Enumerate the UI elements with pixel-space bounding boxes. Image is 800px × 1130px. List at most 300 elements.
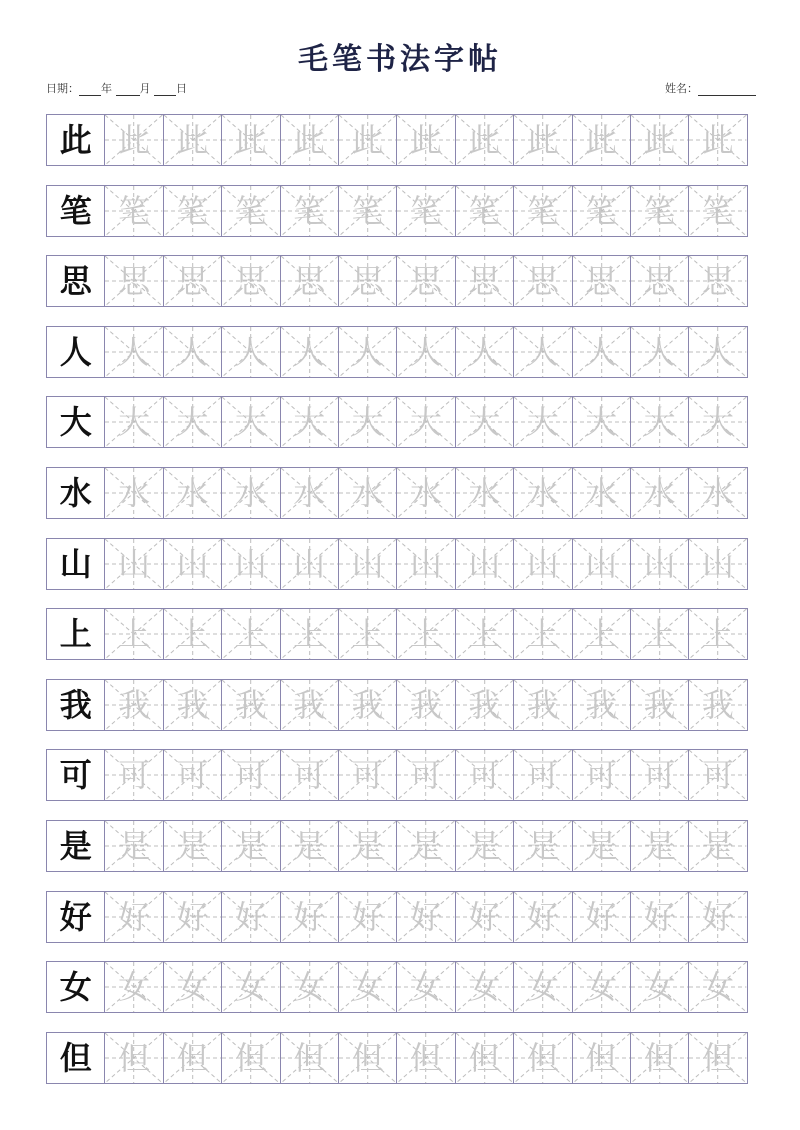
trace-char: 思 bbox=[526, 262, 559, 301]
trace-char: 但 bbox=[526, 1038, 559, 1077]
trace-cell[interactable] bbox=[280, 679, 339, 731]
trace-char: 笔 bbox=[293, 191, 326, 230]
trace-char: 我 bbox=[234, 685, 267, 724]
trace-char: 是 bbox=[701, 826, 734, 865]
year-blank[interactable] bbox=[79, 84, 101, 96]
trace-cell[interactable] bbox=[572, 608, 631, 660]
trace-char: 女 bbox=[410, 968, 443, 1007]
month-label: 月 bbox=[139, 82, 151, 95]
trace-cell[interactable] bbox=[572, 891, 631, 943]
trace-cell[interactable] bbox=[630, 679, 689, 731]
trace-cell[interactable] bbox=[688, 538, 747, 590]
trace-char: 女 bbox=[293, 968, 326, 1007]
trace-cell[interactable] bbox=[630, 538, 689, 590]
trace-char: 但 bbox=[701, 1038, 734, 1077]
trace-cell[interactable] bbox=[163, 820, 222, 872]
trace-char: 可 bbox=[293, 756, 326, 795]
trace-char: 思 bbox=[176, 262, 209, 301]
trace-cell[interactable] bbox=[104, 255, 163, 307]
model-char: 我 bbox=[59, 685, 92, 724]
trace-cell[interactable] bbox=[572, 820, 631, 872]
trace-cell[interactable] bbox=[455, 961, 514, 1013]
year-label: 年 bbox=[101, 82, 112, 95]
trace-char: 上 bbox=[293, 615, 326, 654]
trace-cell[interactable] bbox=[396, 185, 455, 237]
trace-cell[interactable] bbox=[455, 396, 514, 448]
trace-char: 可 bbox=[585, 756, 618, 795]
trace-cell[interactable] bbox=[163, 1032, 222, 1084]
trace-char: 可 bbox=[526, 756, 559, 795]
trace-char: 可 bbox=[351, 756, 384, 795]
trace-char: 大 bbox=[176, 403, 209, 442]
trace-cell[interactable] bbox=[513, 820, 572, 872]
trace-cell[interactable] bbox=[572, 185, 631, 237]
trace-char: 但 bbox=[643, 1038, 676, 1077]
trace-cell[interactable] bbox=[280, 326, 339, 378]
trace-cell[interactable] bbox=[221, 961, 280, 1013]
practice-row bbox=[46, 255, 759, 307]
trace-cell[interactable] bbox=[221, 255, 280, 307]
trace-char: 女 bbox=[643, 968, 676, 1007]
trace-cell[interactable] bbox=[513, 538, 572, 590]
trace-cell[interactable] bbox=[396, 114, 455, 166]
practice-row bbox=[46, 396, 759, 448]
trace-cell[interactable] bbox=[455, 608, 514, 660]
trace-cell[interactable] bbox=[221, 396, 280, 448]
trace-cell[interactable] bbox=[572, 1032, 631, 1084]
trace-cell[interactable] bbox=[104, 538, 163, 590]
trace-cell[interactable] bbox=[104, 185, 163, 237]
trace-cell[interactable] bbox=[688, 608, 747, 660]
trace-char: 此 bbox=[585, 121, 618, 159]
trace-cell[interactable] bbox=[280, 1032, 339, 1084]
trace-cell[interactable] bbox=[688, 396, 747, 448]
trace-char: 山 bbox=[701, 544, 734, 583]
trace-cell[interactable] bbox=[396, 326, 455, 378]
trace-cell[interactable] bbox=[163, 326, 222, 378]
trace-cell[interactable] bbox=[396, 255, 455, 307]
trace-char: 此 bbox=[410, 121, 443, 159]
trace-cell[interactable] bbox=[338, 114, 397, 166]
trace-cell[interactable] bbox=[572, 255, 631, 307]
trace-cell[interactable] bbox=[396, 961, 455, 1013]
trace-cell[interactable] bbox=[163, 961, 222, 1013]
trace-char: 水 bbox=[351, 473, 384, 512]
trace-char: 是 bbox=[176, 826, 209, 865]
trace-cell[interactable] bbox=[396, 820, 455, 872]
trace-cell[interactable] bbox=[688, 185, 747, 237]
trace-cell[interactable] bbox=[630, 467, 689, 519]
trace-cell[interactable] bbox=[280, 467, 339, 519]
trace-cell[interactable] bbox=[455, 467, 514, 519]
practice-row bbox=[46, 467, 759, 519]
trace-char: 大 bbox=[643, 403, 676, 442]
trace-cell[interactable] bbox=[688, 467, 747, 519]
trace-char: 此 bbox=[176, 121, 209, 159]
trace-cell[interactable] bbox=[104, 749, 163, 801]
model-char: 大 bbox=[59, 403, 92, 442]
trace-cell[interactable] bbox=[572, 961, 631, 1013]
trace-cell[interactable] bbox=[221, 749, 280, 801]
trace-cell[interactable] bbox=[455, 538, 514, 590]
trace-cell[interactable] bbox=[396, 608, 455, 660]
trace-cell[interactable] bbox=[396, 1032, 455, 1084]
trace-cell[interactable] bbox=[104, 467, 163, 519]
trace-char: 大 bbox=[585, 403, 618, 442]
trace-char: 但 bbox=[234, 1038, 267, 1077]
trace-cell[interactable] bbox=[630, 891, 689, 943]
trace-cell[interactable] bbox=[280, 538, 339, 590]
trace-cell[interactable] bbox=[221, 538, 280, 590]
trace-cell[interactable] bbox=[572, 114, 631, 166]
trace-cell[interactable] bbox=[163, 255, 222, 307]
trace-char: 女 bbox=[351, 968, 384, 1007]
trace-cell[interactable] bbox=[513, 1032, 572, 1084]
trace-char: 此 bbox=[351, 121, 384, 159]
trace-cell[interactable] bbox=[513, 891, 572, 943]
trace-char: 可 bbox=[643, 756, 676, 795]
trace-char: 女 bbox=[701, 968, 734, 1007]
trace-cell[interactable] bbox=[163, 185, 222, 237]
trace-char: 是 bbox=[234, 826, 267, 865]
trace-cell[interactable] bbox=[572, 538, 631, 590]
trace-cell[interactable] bbox=[455, 185, 514, 237]
trace-char: 人 bbox=[410, 332, 443, 371]
trace-char: 人 bbox=[118, 332, 151, 371]
trace-char: 上 bbox=[701, 615, 734, 654]
trace-char: 是 bbox=[351, 826, 384, 865]
trace-cell[interactable] bbox=[396, 467, 455, 519]
trace-char: 水 bbox=[701, 473, 734, 512]
trace-char: 好 bbox=[701, 897, 734, 936]
practice-grid bbox=[46, 114, 759, 1102]
page-title: 毛笔书法字帖 bbox=[298, 42, 502, 77]
trace-char: 大 bbox=[351, 403, 384, 442]
trace-cell[interactable] bbox=[163, 749, 222, 801]
trace-cell[interactable] bbox=[396, 679, 455, 731]
trace-cell[interactable] bbox=[338, 679, 397, 731]
trace-char: 上 bbox=[176, 615, 209, 654]
trace-cell[interactable] bbox=[630, 961, 689, 1013]
month-blank[interactable] bbox=[116, 84, 140, 96]
trace-char: 人 bbox=[351, 332, 384, 371]
trace-cell[interactable] bbox=[104, 891, 163, 943]
trace-cell[interactable] bbox=[221, 891, 280, 943]
trace-cell[interactable] bbox=[630, 749, 689, 801]
trace-cell[interactable] bbox=[513, 114, 572, 166]
trace-cell[interactable] bbox=[338, 749, 397, 801]
name-label: 姓名： bbox=[665, 82, 698, 95]
trace-char: 思 bbox=[468, 262, 501, 301]
model-char: 可 bbox=[59, 756, 92, 795]
trace-cell[interactable] bbox=[104, 679, 163, 731]
model-char-cell bbox=[46, 326, 105, 378]
trace-cell[interactable] bbox=[104, 820, 163, 872]
trace-char: 水 bbox=[526, 473, 559, 512]
trace-char: 此 bbox=[118, 121, 151, 159]
practice-row bbox=[46, 185, 759, 237]
model-char: 山 bbox=[59, 544, 92, 583]
trace-char: 山 bbox=[234, 544, 267, 583]
trace-char: 我 bbox=[643, 685, 676, 724]
trace-cell[interactable] bbox=[688, 255, 747, 307]
trace-cell[interactable] bbox=[338, 326, 397, 378]
model-char-cell bbox=[46, 467, 105, 519]
trace-char: 大 bbox=[293, 403, 326, 442]
trace-char: 笔 bbox=[643, 191, 676, 230]
trace-char: 但 bbox=[468, 1038, 501, 1077]
trace-char: 思 bbox=[293, 262, 326, 301]
model-char: 思 bbox=[59, 262, 92, 301]
trace-cell[interactable] bbox=[280, 891, 339, 943]
trace-cell[interactable] bbox=[221, 608, 280, 660]
trace-cell[interactable] bbox=[630, 820, 689, 872]
trace-cell[interactable] bbox=[630, 326, 689, 378]
trace-cell[interactable] bbox=[163, 608, 222, 660]
trace-char: 人 bbox=[234, 332, 267, 371]
trace-cell[interactable] bbox=[280, 396, 339, 448]
practice-row bbox=[46, 608, 759, 660]
trace-cell[interactable] bbox=[221, 679, 280, 731]
trace-cell[interactable] bbox=[455, 749, 514, 801]
trace-cell[interactable] bbox=[221, 185, 280, 237]
trace-cell[interactable] bbox=[221, 326, 280, 378]
trace-cell[interactable] bbox=[338, 538, 397, 590]
model-char-cell bbox=[46, 608, 105, 660]
trace-cell[interactable] bbox=[513, 396, 572, 448]
trace-char: 我 bbox=[118, 685, 151, 724]
trace-cell[interactable] bbox=[572, 467, 631, 519]
trace-char: 山 bbox=[176, 544, 209, 583]
model-char: 女 bbox=[59, 968, 92, 1007]
trace-cell[interactable] bbox=[572, 396, 631, 448]
trace-char: 水 bbox=[410, 473, 443, 512]
trace-char: 大 bbox=[410, 403, 443, 442]
trace-char: 好 bbox=[526, 897, 559, 936]
trace-cell[interactable] bbox=[688, 114, 747, 166]
trace-cell[interactable] bbox=[572, 749, 631, 801]
trace-cell[interactable] bbox=[688, 1032, 747, 1084]
trace-cell[interactable] bbox=[163, 396, 222, 448]
trace-char: 上 bbox=[643, 615, 676, 654]
trace-cell[interactable] bbox=[104, 608, 163, 660]
trace-char: 大 bbox=[526, 403, 559, 442]
trace-cell[interactable] bbox=[630, 396, 689, 448]
trace-char: 女 bbox=[526, 968, 559, 1007]
model-char: 是 bbox=[59, 826, 92, 865]
trace-cell[interactable] bbox=[630, 608, 689, 660]
trace-cell[interactable] bbox=[455, 114, 514, 166]
trace-char: 思 bbox=[585, 262, 618, 301]
model-char-cell bbox=[46, 820, 105, 872]
name-field bbox=[665, 80, 756, 96]
trace-cell[interactable] bbox=[338, 820, 397, 872]
trace-cell[interactable] bbox=[396, 538, 455, 590]
model-char-cell bbox=[46, 114, 105, 166]
trace-cell[interactable] bbox=[104, 114, 163, 166]
trace-cell[interactable] bbox=[513, 326, 572, 378]
trace-char: 人 bbox=[176, 332, 209, 371]
trace-cell[interactable] bbox=[396, 749, 455, 801]
trace-cell[interactable] bbox=[338, 185, 397, 237]
trace-char: 是 bbox=[585, 826, 618, 865]
trace-cell[interactable] bbox=[221, 820, 280, 872]
trace-cell[interactable] bbox=[396, 396, 455, 448]
trace-char: 思 bbox=[351, 262, 384, 301]
trace-cell[interactable] bbox=[513, 961, 572, 1013]
trace-char: 大 bbox=[701, 403, 734, 442]
trace-char: 思 bbox=[701, 262, 734, 301]
model-char-cell bbox=[46, 891, 105, 943]
trace-cell[interactable] bbox=[280, 749, 339, 801]
trace-char: 山 bbox=[293, 544, 326, 583]
trace-char: 是 bbox=[643, 826, 676, 865]
model-char: 人 bbox=[59, 332, 92, 371]
trace-char: 我 bbox=[526, 685, 559, 724]
trace-cell[interactable] bbox=[104, 396, 163, 448]
trace-cell[interactable] bbox=[688, 679, 747, 731]
trace-cell[interactable] bbox=[221, 467, 280, 519]
trace-cell[interactable] bbox=[513, 679, 572, 731]
trace-char: 可 bbox=[176, 756, 209, 795]
trace-char: 我 bbox=[468, 685, 501, 724]
trace-cell[interactable] bbox=[455, 255, 514, 307]
trace-char: 好 bbox=[234, 897, 267, 936]
model-char: 水 bbox=[59, 473, 92, 512]
trace-char: 上 bbox=[526, 615, 559, 654]
trace-char: 上 bbox=[351, 615, 384, 654]
day-blank[interactable] bbox=[154, 84, 176, 96]
trace-cell[interactable] bbox=[396, 891, 455, 943]
trace-char: 是 bbox=[118, 826, 151, 865]
model-char-cell bbox=[46, 396, 105, 448]
trace-cell[interactable] bbox=[630, 1032, 689, 1084]
trace-cell[interactable] bbox=[455, 679, 514, 731]
trace-char: 笔 bbox=[526, 191, 559, 230]
trace-cell[interactable] bbox=[455, 1032, 514, 1084]
trace-cell[interactable] bbox=[221, 1032, 280, 1084]
trace-cell[interactable] bbox=[455, 891, 514, 943]
trace-char: 人 bbox=[293, 332, 326, 371]
trace-cell[interactable] bbox=[688, 891, 747, 943]
trace-cell[interactable] bbox=[338, 1032, 397, 1084]
trace-char: 此 bbox=[293, 121, 326, 159]
trace-char: 上 bbox=[234, 615, 267, 654]
trace-cell[interactable] bbox=[630, 185, 689, 237]
trace-char: 山 bbox=[351, 544, 384, 583]
trace-cell[interactable] bbox=[163, 538, 222, 590]
trace-char: 笔 bbox=[585, 191, 618, 230]
trace-cell[interactable] bbox=[572, 326, 631, 378]
trace-char: 此 bbox=[526, 121, 559, 159]
trace-cell[interactable] bbox=[513, 608, 572, 660]
trace-cell[interactable] bbox=[280, 961, 339, 1013]
trace-cell[interactable] bbox=[104, 326, 163, 378]
practice-row bbox=[46, 891, 759, 943]
trace-cell[interactable] bbox=[688, 749, 747, 801]
model-char: 但 bbox=[59, 1038, 92, 1077]
trace-char: 山 bbox=[643, 544, 676, 583]
trace-cell[interactable] bbox=[572, 679, 631, 731]
day-label: 日 bbox=[176, 82, 187, 95]
trace-char: 笔 bbox=[468, 191, 501, 230]
trace-char: 思 bbox=[410, 262, 443, 301]
trace-cell[interactable] bbox=[163, 679, 222, 731]
trace-char: 但 bbox=[585, 1038, 618, 1077]
trace-char: 大 bbox=[118, 403, 151, 442]
trace-cell[interactable] bbox=[513, 185, 572, 237]
trace-cell[interactable] bbox=[163, 467, 222, 519]
trace-cell[interactable] bbox=[513, 467, 572, 519]
trace-cell[interactable] bbox=[630, 255, 689, 307]
trace-cell[interactable] bbox=[163, 891, 222, 943]
model-char-cell bbox=[46, 749, 105, 801]
trace-char: 大 bbox=[234, 403, 267, 442]
trace-cell[interactable] bbox=[455, 820, 514, 872]
model-char: 好 bbox=[59, 897, 92, 936]
name-blank[interactable] bbox=[698, 84, 756, 96]
trace-cell[interactable] bbox=[280, 114, 339, 166]
trace-char: 人 bbox=[701, 332, 734, 371]
trace-cell[interactable] bbox=[104, 1032, 163, 1084]
trace-cell[interactable] bbox=[688, 961, 747, 1013]
trace-char: 可 bbox=[701, 756, 734, 795]
trace-char: 山 bbox=[410, 544, 443, 583]
trace-char: 是 bbox=[410, 826, 443, 865]
trace-cell[interactable] bbox=[163, 114, 222, 166]
model-char-cell bbox=[46, 255, 105, 307]
trace-cell[interactable] bbox=[338, 961, 397, 1013]
trace-char: 人 bbox=[526, 332, 559, 371]
model-char-cell bbox=[46, 185, 105, 237]
trace-cell[interactable] bbox=[688, 326, 747, 378]
trace-cell[interactable] bbox=[280, 255, 339, 307]
trace-char: 女 bbox=[176, 968, 209, 1007]
trace-cell[interactable] bbox=[338, 396, 397, 448]
trace-cell[interactable] bbox=[455, 326, 514, 378]
trace-char: 大 bbox=[468, 403, 501, 442]
trace-cell[interactable] bbox=[338, 891, 397, 943]
trace-cell[interactable] bbox=[280, 185, 339, 237]
practice-row bbox=[46, 749, 759, 801]
trace-char: 笔 bbox=[410, 191, 443, 230]
trace-cell[interactable] bbox=[338, 608, 397, 660]
trace-char: 水 bbox=[234, 473, 267, 512]
trace-cell[interactable] bbox=[338, 467, 397, 519]
practice-row bbox=[46, 1032, 759, 1084]
trace-char: 上 bbox=[585, 615, 618, 654]
trace-char: 思 bbox=[643, 262, 676, 301]
trace-char: 可 bbox=[118, 756, 151, 795]
trace-cell[interactable] bbox=[513, 255, 572, 307]
trace-cell[interactable] bbox=[338, 255, 397, 307]
trace-char: 人 bbox=[468, 332, 501, 371]
trace-cell[interactable] bbox=[221, 114, 280, 166]
model-char: 笔 bbox=[59, 191, 92, 230]
trace-char: 但 bbox=[351, 1038, 384, 1077]
trace-cell[interactable] bbox=[280, 608, 339, 660]
trace-char: 我 bbox=[293, 685, 326, 724]
trace-cell[interactable] bbox=[630, 114, 689, 166]
trace-char: 可 bbox=[234, 756, 267, 795]
trace-cell[interactable] bbox=[104, 961, 163, 1013]
date-label: 日期： bbox=[46, 82, 79, 95]
trace-cell[interactable] bbox=[513, 749, 572, 801]
trace-cell[interactable] bbox=[280, 820, 339, 872]
trace-cell[interactable] bbox=[688, 820, 747, 872]
trace-char: 但 bbox=[410, 1038, 443, 1077]
trace-char: 山 bbox=[585, 544, 618, 583]
